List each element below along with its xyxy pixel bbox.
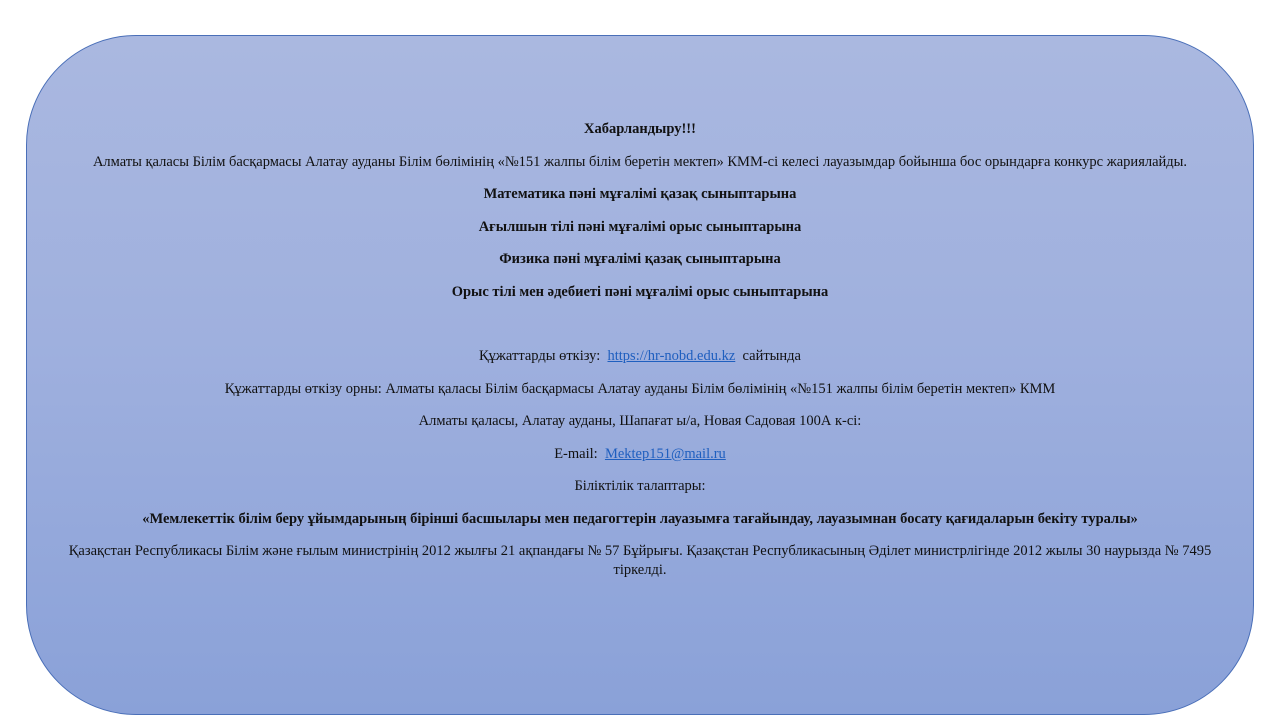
position-item: Математика пәні мұғалімі қазақ сыныптарына [483, 186, 797, 202]
announcement-intro: Алматы қаласы Білім басқармасы Алатау ауданы Білім бөлімінің «№151 жалпы білім беретін мектеп» КММ-сі келесі лауазымдар бойынша бос орындарға конкурс жариялайды. [92, 153, 1188, 170]
section-spacer [66, 315, 1214, 347]
rules-title: «Мемлекеттік білім беру ұйымдарының бірінші басшылары мен педагогтерін лауазымға тағайындау, лауазымнан босату қағидаларын бекіту туралы» [142, 510, 1138, 527]
position-item: Физика пәні мұғалімі қазақ сыныптарына [499, 251, 781, 267]
position-item: Ағылшын тілі пәні мұғалімі орыс сыныптарына [478, 218, 802, 235]
docs-submit-line [66, 347, 1214, 366]
docs-submit-suffix: сайтында [742, 348, 801, 364]
school-address: Алматы қаласы, Алатау ауданы, Шапағат ы/а, Новая Садовая 100А к-сі: [418, 413, 862, 429]
order-text: Қазақстан Республикасы Білім және ғылым министрінің 2012 жылғы 21 ақпандағы № 57 Бұйрығы. Қазақстан Республикасының Әділет министрлігінде 2012 жылы 30 наурызда № 7495 тіркелді. [68, 543, 1212, 578]
email-link[interactable]: Mektep151@mail.ru [604, 445, 726, 462]
announcement-title: Хабарландыру!!! [584, 121, 696, 137]
position-item: Орыс тілі мен әдебиеті пәні мұғалімі орыс сыныптарына [451, 283, 829, 300]
announcement-content [26, 35, 1254, 715]
docs-place: Құжаттарды өткізу орны: Алматы қаласы Білім басқармасы Алатау ауданы Білім бөлімінің «№151 жалпы білім беретін мектеп» КММ [224, 380, 1056, 397]
docs-submit-link[interactable]: https://hr-nobd.edu.kz [607, 348, 736, 364]
docs-submit-prefix: Құжаттарды өткізу: [478, 348, 601, 364]
email-label: E-mail: [554, 445, 598, 462]
email-line [66, 445, 1214, 464]
requirements-label: Біліктілік талаптары: [574, 478, 706, 494]
